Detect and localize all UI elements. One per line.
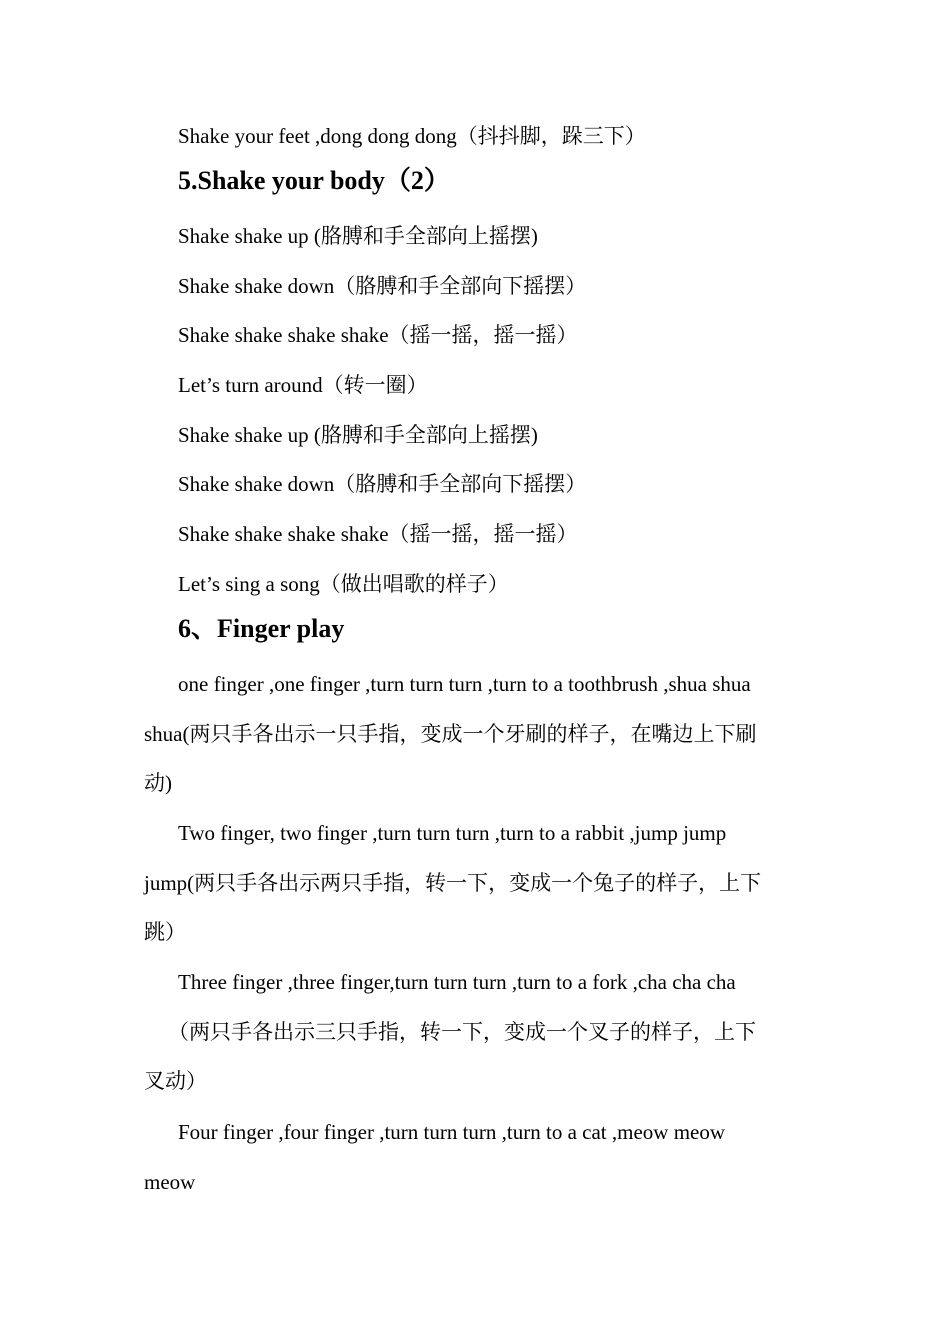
lyric-line: Shake shake up (胳膊和手全部向上摇摆) bbox=[178, 224, 538, 248]
lyric-line: Shake shake shake shake（摇一摇，摇一摇） bbox=[178, 323, 578, 347]
paragraph-line: （两只手各出示三只手指，转一下，变成一个叉子的样子，上下 bbox=[168, 1020, 756, 1044]
section-6-heading: 6、Finger play bbox=[178, 614, 345, 643]
paragraph-line: Three finger ,three finger,turn turn turn ,turn to a fork ,cha cha cha bbox=[178, 970, 736, 994]
section-5-heading: 5.Shake your body（2） bbox=[178, 166, 450, 195]
lyric-line: Let’s sing a song（做出唱歌的样子） bbox=[178, 572, 509, 596]
paragraph-line: jump(两只手各出示两只手指，转一下，变成一个兔子的样子，上下 bbox=[144, 871, 762, 895]
paragraph-line: 跳） bbox=[144, 920, 186, 944]
paragraph-line: 叉动） bbox=[144, 1069, 207, 1093]
paragraph-line: 动) bbox=[144, 771, 172, 795]
paragraph-line: Four finger ,four finger ,turn turn turn ,turn to a cat ,meow meow bbox=[178, 1120, 726, 1144]
lyric-line: Shake shake up (胳膊和手全部向上摇摆) bbox=[178, 423, 538, 447]
intro-line: Shake your feet ,dong dong dong（抖抖脚，跺三下） bbox=[178, 124, 646, 148]
paragraph-line: shua(两只手各出示一只手指，变成一个牙刷的样子，在嘴边上下刷 bbox=[144, 722, 757, 746]
lyric-line: Shake shake shake shake（摇一摇，摇一摇） bbox=[178, 522, 578, 546]
lyric-line: Let’s turn around（转一圈） bbox=[178, 373, 428, 397]
paragraph-line: meow bbox=[144, 1170, 196, 1194]
paragraph-line: one finger ,one finger ,turn turn turn ,turn to a toothbrush ,shua shua bbox=[178, 672, 751, 696]
lyric-line: Shake shake down（胳膊和手全部向下摇摆） bbox=[178, 472, 587, 496]
lyric-line: Shake shake down（胳膊和手全部向下摇摆） bbox=[178, 274, 587, 298]
paragraph-line: Two finger, two finger ,turn turn turn ,turn to a rabbit ,jump jump bbox=[178, 821, 727, 845]
